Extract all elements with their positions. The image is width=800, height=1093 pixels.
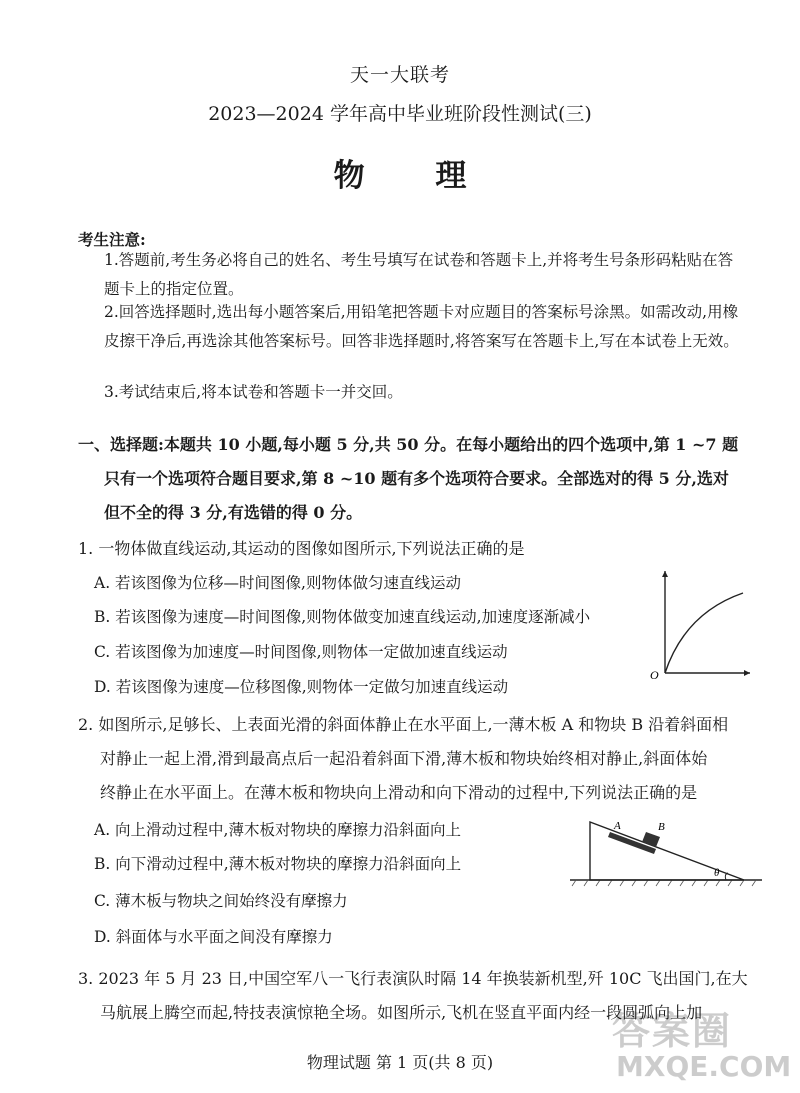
question-1-option-b: B. 若该图像为速度—时间图像,则物体做变加速直线运动,加速度逐渐减小	[94, 608, 591, 626]
notice-item-2: 2.回答选择题时,选出每小题答案后,用铅笔把答题卡对应题目的答案标号涂黑。如需改动,用橡皮擦干净后,再选涂其他答案标号。回答非选择题时,将答案写在答题卡上,写在本试卷上无效。	[104, 303, 739, 350]
question-2-stem	[78, 708, 758, 810]
question-3-line-2: 马航展上腾空而起,特技表演惊艳全场。如图所示,飞机在竖直平面内经一段圆弧向上加	[100, 1003, 703, 1022]
question-2-option-d: D. 斜面体与水平面之间没有摩擦力	[94, 928, 333, 946]
question-1-graph-figure	[645, 565, 755, 685]
question-2-incline-figure	[566, 808, 766, 890]
question-1-option-d: D. 若该图像为速度—位移图像,则物体一定做匀加速直线运动	[94, 678, 509, 696]
question-3-line-1: 3. 2023 年 5 月 23 日,中国空军八一飞行表演队时隔 14 年换装新机型,歼 10C 飞出国门,在大	[78, 969, 748, 988]
question-2-option-a: A. 向上滑动过程中,薄木板对物块的摩擦力沿斜面向上	[94, 821, 461, 839]
graph-x-arrow	[744, 670, 750, 676]
graph-y-arrow	[662, 571, 668, 577]
exam-title: 2023—2024 学年高中毕业班阶段性测试(三)	[208, 103, 592, 125]
question-1-option-a: A. 若该图像为位移—时间图像,则物体做匀速直线运动	[94, 574, 461, 592]
watermark-bottom-text: MXQE.COM	[616, 1050, 792, 1083]
notice-title: 考生注意:	[78, 230, 146, 249]
graph-origin-label: O	[650, 668, 659, 682]
question-2-option-c: C. 薄木板与物块之间始终没有摩擦力	[94, 892, 348, 910]
subject-title: 物 理	[333, 158, 497, 194]
angle-label: θ	[714, 867, 720, 879]
page-footer: 物理试题 第 1 页(共 8 页)	[306, 1053, 494, 1072]
question-2-line-1: 2. 如图所示,足够长、上表面光滑的斜面体静止在水平面上,一薄木板 A 和物块 B 沿着斜面相	[78, 715, 729, 734]
section-instructions	[78, 428, 758, 530]
notice-item-1: 1.答题前,考生务必将自己的姓名、考生号填写在试卷和答题卡上,并将考生号条形码粘贴在答题卡上的指定位置。	[104, 251, 734, 298]
question-2-line-3: 终静止在水平面上。在薄木板和物块向上滑动和向下滑动的过程中,下列说法正确的是	[100, 783, 698, 802]
question-2-option-b: B. 向下滑动过程中,薄木板对物块的摩擦力沿斜面向上	[94, 855, 462, 873]
label-b: B	[658, 821, 665, 833]
graph-curve	[665, 593, 743, 673]
question-1-option-c: C. 若该图像为加速度—时间图像,则物体一定做加速直线运动	[94, 643, 508, 661]
block-b	[642, 832, 660, 847]
watermark-top-text: 答案圈	[612, 1009, 733, 1053]
ground-hatch	[572, 880, 756, 886]
exam-organizer: 天一大联考	[349, 64, 450, 86]
section-line-2: 只有一个选项符合题目要求,第 8 ~10 题有多个选项符合要求。全部选对的得 5 分,选对	[104, 469, 729, 488]
section-line-1: 一、选择题:本题共 10 小题,每小题 5 分,共 50 分。在每小题给出的四个选项中,第 1 ~7 题	[78, 435, 739, 454]
section-line-3: 但不全的得 3 分,有选错的得 0 分。	[104, 503, 363, 522]
question-2-line-2: 对静止一起上滑,滑到最高点后一起沿着斜面下滑,薄木板和物块始终相对静止,斜面体始	[100, 749, 708, 768]
watermark	[612, 1000, 792, 1088]
question-1-stem: 1. 一物体做直线运动,其运动的图像如图所示,下列说法正确的是	[78, 539, 525, 558]
label-a: A	[614, 820, 621, 832]
notice-item-3: 3.考试结束后,将本试卷和答题卡一并交回。	[104, 383, 403, 401]
